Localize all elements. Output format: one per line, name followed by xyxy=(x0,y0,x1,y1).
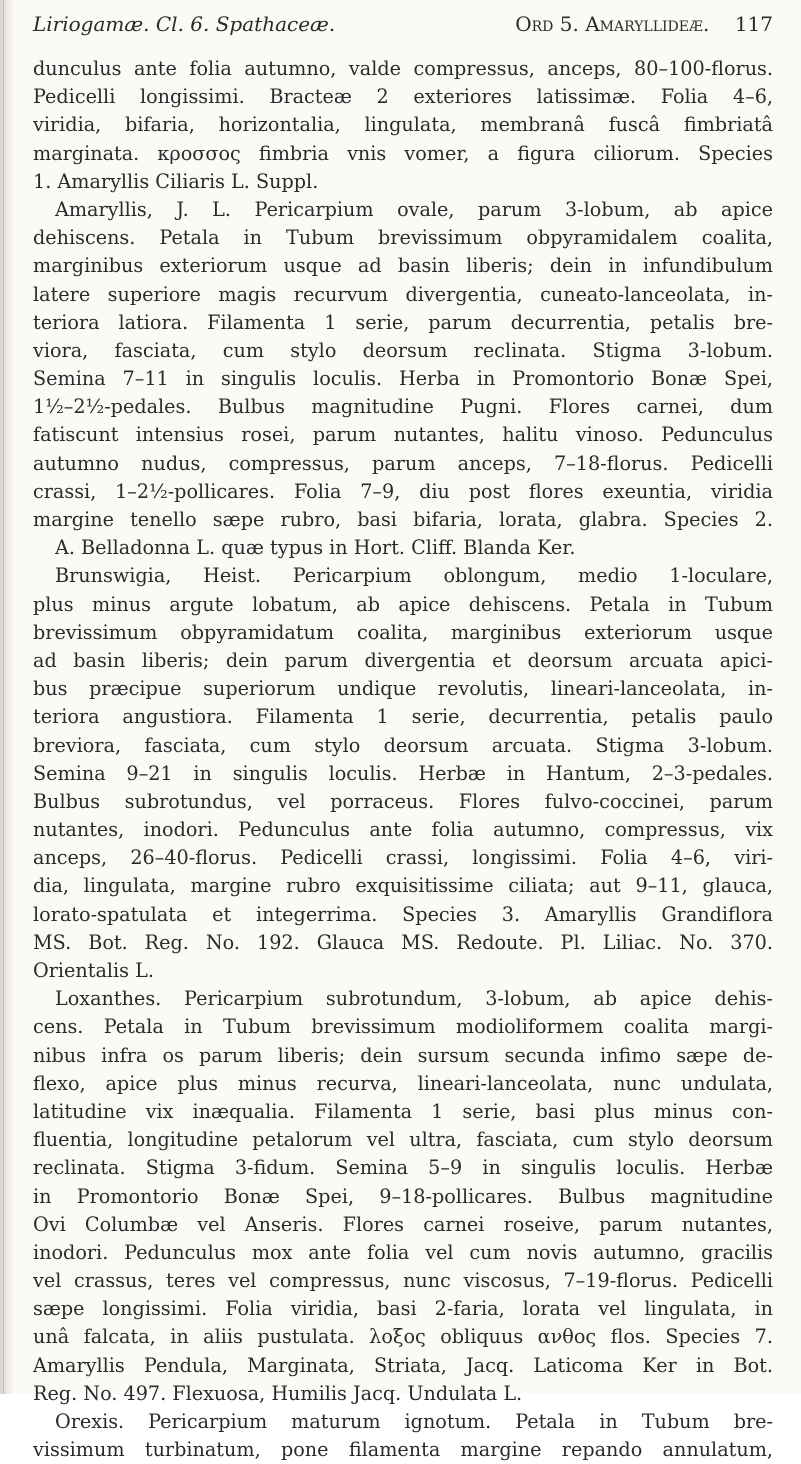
body-text xyxy=(33,55,773,1464)
binding-line xyxy=(3,0,4,1394)
text-line: dunculus ante folia autumno, valde compressus, anceps, 80–100-florus. xyxy=(33,57,773,80)
text-line: Brunswigia, Heist. Pericarpium oblongum, medio 1-loculare, xyxy=(55,564,773,588)
text-line: teriora latiora. Filamenta 1 serie, parum decurrentia, petalis bre- xyxy=(33,310,773,334)
text-line: nibus infra os parum liberis; dein sursum secunda infimo sæpe de- xyxy=(33,1043,773,1067)
text-line: latere superiore magis recurvum divergentia, cuneato-lanceolata, in- xyxy=(33,282,773,306)
text-line: anceps, 26–40-florus. Pedicelli crassi, longissimi. Folia 4–6, viri- xyxy=(33,846,773,870)
text-line: vel crassus, teres vel compressus, nunc viscosus, 7–19-florus. Pedicelli xyxy=(33,1269,773,1293)
text-line: bus præcipue superiorum undique revolutis, lineari-lanceolata, in- xyxy=(33,677,773,701)
text-line: dehiscens. Petala in Tubum brevissimum obpyramidalem coalita, xyxy=(33,226,773,250)
running-head-order: Ord 5. Amaryllideæ. xyxy=(515,12,710,36)
text-line: in Promontorio Bonæ Spei, 9–18-pollicares. Bulbus magnitudine xyxy=(33,1184,773,1208)
text-line: Semina 9–21 in singulis loculis. Herbæ in Hantum, 2–3-pedales. xyxy=(33,761,773,785)
text-line: Orientalis L. xyxy=(33,959,154,982)
text-line: teriora angustiora. Filamenta 1 serie, decurrentia, petalis paulo xyxy=(33,705,773,729)
text-line: Amaryllis, J. L. Pericarpium ovale, parum 3-lobum, ab apice xyxy=(55,197,773,221)
text-line: flexo, apice plus minus recurva, lineari-lanceolata, nunc undulata, xyxy=(33,1071,773,1095)
text-line: Amaryllis Pendula, Marginata, Striata, Jacq. Laticoma Ker in Bot. xyxy=(33,1353,773,1377)
text-line: Bulbus subrotundus, vel porraceus. Flores fulvo-coccinei, parum xyxy=(33,789,773,813)
text-line: fatiscunt intensius rosei, parum nutantes, halitu vinoso. Pedunculus xyxy=(33,423,773,447)
text-line: autumno nudus, compressus, parum anceps, 7–18-florus. Pedicelli xyxy=(33,451,773,475)
text-line: latitudine vix inæqualia. Filamenta 1 serie, basi plus minus con- xyxy=(33,1099,773,1123)
text-line: margine tenello sæpe rubro, basi bifaria, lorata, glabra. Species 2. xyxy=(33,508,773,531)
text-line: Semina 7–11 in singulis loculis. Herba in Promontorio Bonæ Spei, xyxy=(33,367,773,391)
text-line: breviora, fasciata, cum stylo deorsum arcuata. Stigma 3-lobum. xyxy=(33,733,773,757)
running-head-right xyxy=(515,12,773,36)
running-head xyxy=(33,12,773,42)
text-line: sæpe longissimi. Folia viridia, basi 2-faria, lorata vel lingulata, in xyxy=(33,1297,773,1321)
text-line: brevissimum obpyramidatum coalita, marginibus exteriorum usque xyxy=(33,620,773,644)
text-line: 1½–2½-pedales. Bulbus magnitudine Pugni. Flores carnei, dum xyxy=(33,395,773,419)
text-line: Pedicelli longissimi. Bracteæ 2 exteriores latissimæ. Folia 4–6, xyxy=(33,85,773,109)
text-line: inodori. Pedunculus mox ante folia vel cum novis autumno, gracilis xyxy=(33,1240,773,1264)
text-line: nutantes, inodori. Pedunculus ante folia autumno, compressus, vix xyxy=(33,818,773,842)
text-line: vissimum turbinatum, pone filamenta margine repando annulatum, xyxy=(33,1438,773,1462)
text-line: marginata. κροσσος fimbria vnis vomer, a figura ciliorum. Species xyxy=(33,141,773,165)
text-line: unâ falcata, in aliis pustulata. λοξος obliquus ανθος flos. Species 7. xyxy=(33,1325,773,1349)
running-head-left: Liriogamæ. Cl. 6. Spathaceæ. xyxy=(33,12,336,36)
text-line: plus minus argute lobatum, ab apice dehiscens. Petala in Tubum xyxy=(33,592,773,616)
page-number: 117 xyxy=(734,12,773,36)
text-line: Ovi Columbæ vel Anseris. Flores carnei roseive, parum nutantes, xyxy=(33,1212,773,1236)
text-line: 1. Amaryllis Ciliaris L. Suppl. xyxy=(33,169,319,193)
text-line: Orexis. Pericarpium maturum ignotum. Petala in Tubum bre- xyxy=(55,1410,773,1433)
text-line: fluentia, longitudine petalorum vel ultra, fasciata, cum stylo deorsum xyxy=(33,1128,773,1152)
text-line: viridia, bifaria, horizontalia, lingulata, membranâ fuscâ fimbriatâ xyxy=(33,113,773,137)
text-line: A. Belladonna L. quæ typus in Hort. Cliff. Blanda Ker. xyxy=(55,536,576,560)
text-line: MS. Bot. Reg. No. 192. Glauca MS. Redoute. Pl. Liliac. No. 370. xyxy=(33,930,773,954)
text-line: ad basin liberis; dein parum divergentia et deorsum arcuata apici- xyxy=(33,648,773,672)
text-line: reclinata. Stigma 3-fidum. Semina 5–9 in singulis loculis. Herbæ xyxy=(33,1156,773,1180)
text-line: lorato-spatulata et integerrima. Species 3. Amaryllis Grandiflora xyxy=(33,902,773,926)
text-line: Loxanthes. Pericarpium subrotundum, 3-lobum, ab apice dehis- xyxy=(55,987,773,1011)
page-binding-edge xyxy=(0,0,14,1394)
text-line: crassi, 1–2½-pollicares. Folia 7–9, diu post flores exeuntia, viridia xyxy=(33,479,773,503)
text-line: dia, lingulata, margine rubro exquisitissime ciliata; aut 9–11, glauca, xyxy=(33,874,773,898)
text-line: Reg. No. 497. Flexuosa, Humilis Jacq. Undulata L. xyxy=(33,1381,523,1405)
text-line: cens. Petala in Tubum brevissimum modioliformem coalita margi- xyxy=(33,1015,773,1039)
text-line: marginibus exteriorum usque ad basin liberis; dein in infundibulum xyxy=(33,254,773,278)
text-line: viora, fasciata, cum stylo deorsum reclinata. Stigma 3-lobum. xyxy=(33,338,773,362)
